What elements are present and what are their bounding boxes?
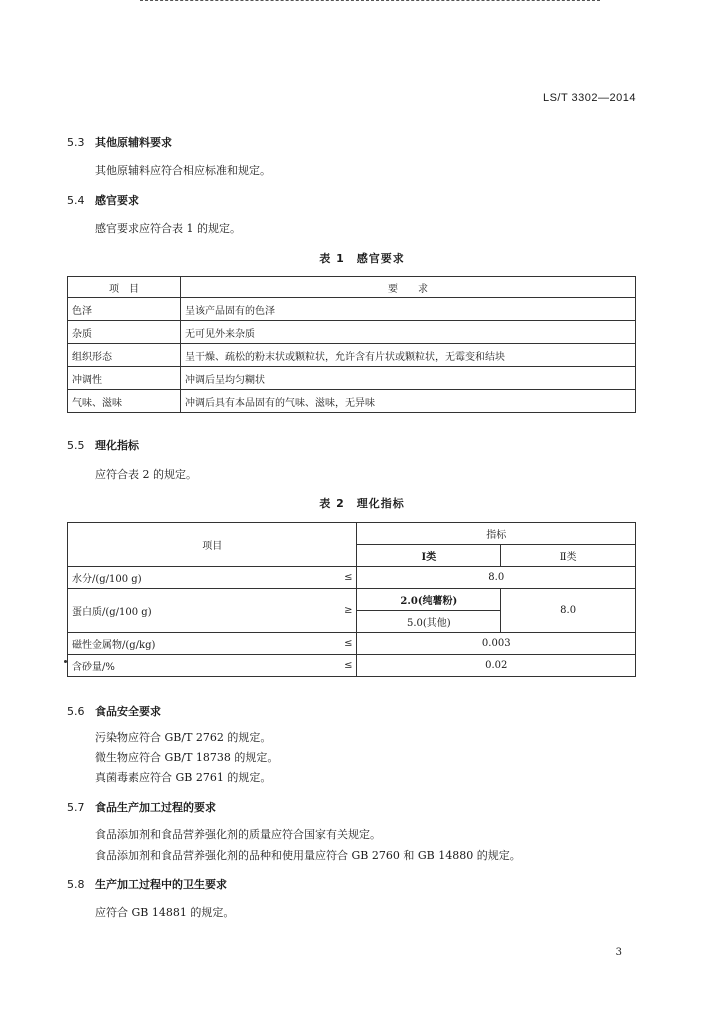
table-cell: 8.0 <box>357 567 636 589</box>
table-cell: 水分/(g/100 g) <box>68 567 324 589</box>
section-title: 其他原辅料要求 <box>95 136 172 149</box>
section-number: 5.3 <box>67 136 85 149</box>
table-header-cell: 要 求 <box>181 277 636 298</box>
section-title: 生产加工过程中的卫生要求 <box>95 878 227 891</box>
section-5-6-line: 微生物应符合 GB/T 18738 的规定。 <box>95 751 279 764</box>
section-5-6-line: 污染物应符合 GB/T 2762 的规定。 <box>95 731 272 744</box>
section-5-4-heading <box>67 192 139 208</box>
table-cell: 2.0(纯薯粉) <box>357 589 501 611</box>
table-cell: 0.02 <box>357 655 636 677</box>
table-header-row <box>68 277 636 298</box>
table2-physicochemical <box>67 522 636 677</box>
section-number: 5.4 <box>67 194 85 207</box>
table-row <box>68 298 636 321</box>
section-5-5-text: 应符合表 2 的规定。 <box>95 468 197 481</box>
table-cell: 冲调后具有本品固有的气味、滋味，无异味 <box>181 390 636 413</box>
section-5-6-line: 真菌毒素应符合 GB 2761 的规定。 <box>95 771 272 784</box>
section-number: 5.7 <box>67 801 85 814</box>
section-5-3-heading <box>67 134 172 150</box>
table1-caption: 表 1 感官要求 <box>319 252 405 265</box>
section-number: 5.5 <box>67 439 85 452</box>
table-cell: 杂质 <box>68 321 181 344</box>
table-cell: 磁性金属物/(g/kg) <box>68 633 324 655</box>
section-title: 食品生产加工过程的要求 <box>95 801 216 814</box>
table2-caption: 表 2 理化指标 <box>319 497 405 510</box>
table-cell: 冲调性 <box>68 367 181 390</box>
table-header-cell: 项 目 <box>68 277 181 298</box>
table-cell: 冲调后呈均匀糊状 <box>181 367 636 390</box>
section-number: 5.8 <box>67 878 85 891</box>
table-row <box>68 655 636 677</box>
table-cell: ≥ <box>323 589 357 633</box>
table-cell: 气味、滋味 <box>68 390 181 413</box>
section-number: 5.6 <box>67 705 85 718</box>
section-5-7-heading <box>67 799 216 815</box>
section-5-6-heading <box>67 703 161 719</box>
section-5-5-heading <box>67 437 139 453</box>
table-row <box>68 567 636 589</box>
table-header-row <box>68 523 636 545</box>
table-row <box>68 390 636 413</box>
table-cell: 8.0 <box>501 589 636 633</box>
table-cell: 呈该产品固有的色泽 <box>181 298 636 321</box>
table-cell: 5.0(其他) <box>357 611 501 633</box>
table-row <box>68 344 636 367</box>
section-5-7-line: 食品添加剂和食品营养强化剂的品种和使用量应符合 GB 2760 和 GB 14880 的规定。 <box>95 849 521 862</box>
table-cell: 呈干燥、疏松的粉末状或颗粒状，允许含有片状或颗粒状，无霉变和结块 <box>181 344 636 367</box>
table-header-cell: Ⅰ类 <box>357 545 501 567</box>
table-row <box>68 589 636 611</box>
top-rule <box>140 0 600 1</box>
table-row <box>68 367 636 390</box>
section-5-3-text: 其他原辅料应符合相应标准和规定。 <box>95 164 271 177</box>
table-cell: 无可见外来杂质 <box>181 321 636 344</box>
table-cell: ≤ <box>323 633 357 655</box>
table-header-cell: 项目 <box>68 523 357 567</box>
scan-mark <box>64 660 67 663</box>
table-cell: 0.003 <box>357 633 636 655</box>
section-5-7-line: 食品添加剂和食品营养强化剂的质量应符合国家有关规定。 <box>95 828 381 841</box>
document-code: LS/T 3302—2014 <box>542 92 636 104</box>
section-5-8-text: 应符合 GB 14881 的规定。 <box>95 906 235 919</box>
table-cell: ≤ <box>323 567 357 589</box>
table1-sensory <box>67 276 636 413</box>
table-header-cell: Ⅱ类 <box>501 545 636 567</box>
table-row <box>68 321 636 344</box>
section-5-8-heading <box>67 876 227 892</box>
table-cell: 组织形态 <box>68 344 181 367</box>
table-cell: ≤ <box>323 655 357 677</box>
page-number: 3 <box>615 947 622 958</box>
table-cell: 蛋白质/(g/100 g) <box>68 589 324 633</box>
table-header-cell: 指标 <box>357 523 636 545</box>
section-title: 感官要求 <box>95 194 139 207</box>
table-cell: 色泽 <box>68 298 181 321</box>
section-5-4-text: 感官要求应符合表 1 的规定。 <box>95 222 241 235</box>
table-cell: 含砂量/% <box>68 655 324 677</box>
section-title: 食品安全要求 <box>95 705 161 718</box>
section-title: 理化指标 <box>95 439 139 452</box>
table-row <box>68 633 636 655</box>
